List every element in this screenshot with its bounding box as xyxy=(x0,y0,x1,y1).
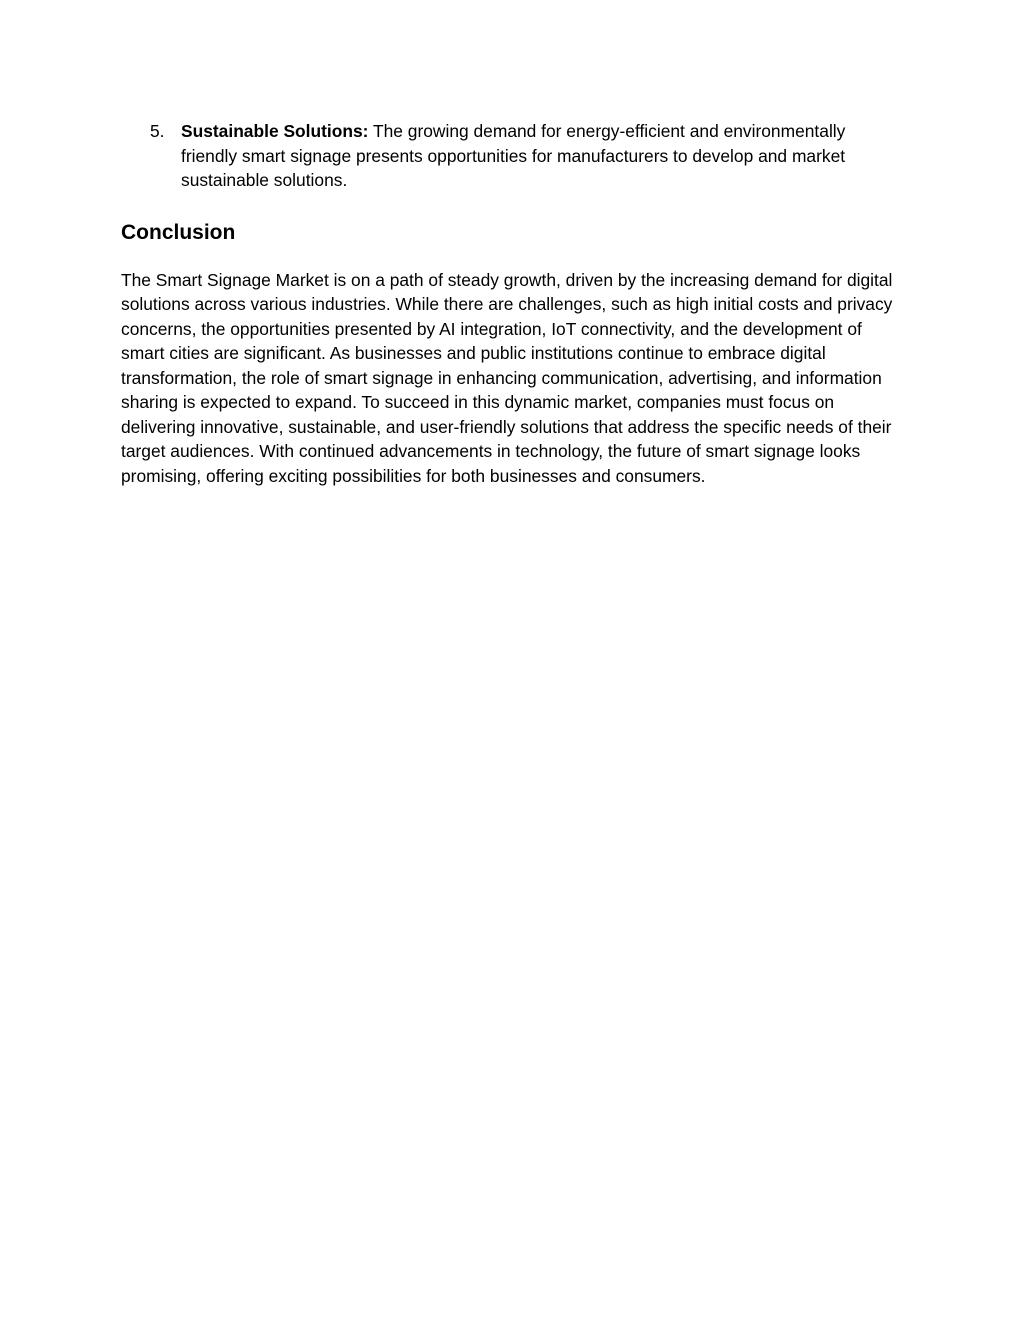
conclusion-paragraph: The Smart Signage Market is on a path of steady growth, driven by the increasing demand for digital solutions across various industries. While there are challenges, such as high initial costs and privacy concerns, the opportunities presented by AI integration, IoT connectivity, and the development of smart cities are significant. As businesses and public institutions continue to embrace digital transformation, the role of smart signage in enhancing communication, advertising, and information sharing is expected to expand. To succeed in this dynamic market, companies must focus on delivering innovative, sustainable, and user-friendly solutions that address the specific needs of their target audiences. With continued advancements in technology, the future of smart signage looks promising, offering exciting possibilities for both businesses and consumers. xyxy=(121,269,893,486)
list-item-description: The growing demand for energy-efficient and environmentally friendly smart signage presents opportunities for manufacturers to develop and market sustainable solutions. xyxy=(181,121,846,190)
conclusion-heading: Conclusion xyxy=(121,220,236,244)
list-item-text xyxy=(181,121,845,190)
list-item-number: 5. xyxy=(150,121,165,141)
list-item-term: Sustainable Solutions: xyxy=(181,121,369,141)
document-content xyxy=(121,119,901,488)
list-item-sustainable-solutions xyxy=(121,119,901,193)
